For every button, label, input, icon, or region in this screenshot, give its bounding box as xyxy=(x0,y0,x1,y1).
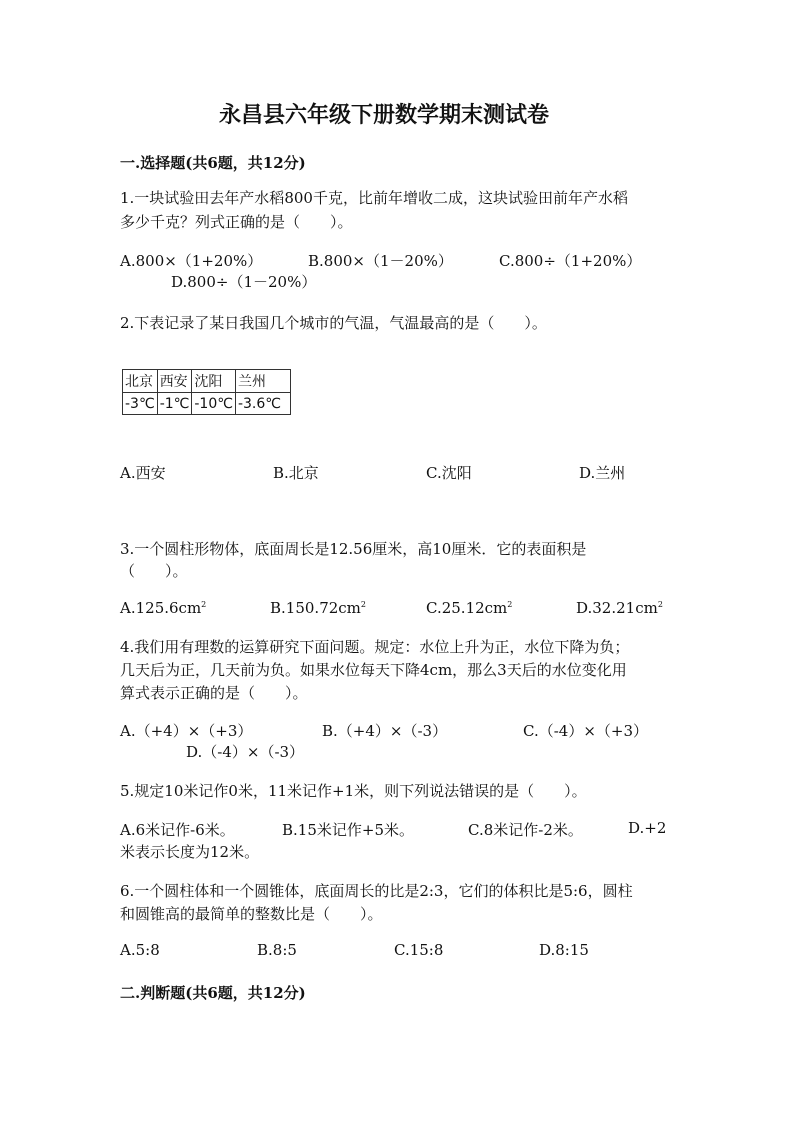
table-row xyxy=(123,370,291,393)
section-heading-choice: 一.选择题(共6题，共12分) xyxy=(120,154,306,172)
question-3-option-b: $B.150.72cm^2$ xyxy=(270,599,366,617)
table-row xyxy=(123,393,291,415)
question-4-line-1: 4.我们用有理数的运算研究下面问题。规定：水位上升为正，水位下降为负； xyxy=(120,638,630,656)
question-4-line-2: 几天后为正，几天前为负。如果水位每天下降4cm，那么3天后的水位变化用 xyxy=(120,661,627,679)
question-4-option-d: D.（-4）×（-3） xyxy=(186,743,305,761)
question-6-option-a: A.5:8 xyxy=(120,941,160,959)
question-3-line-1: 3.一个圆柱形物体，底面周长是12.56厘米，高10厘米．它的表面积是 xyxy=(120,540,587,558)
question-5-option-c: C.8米记作-2米。 xyxy=(468,821,583,839)
table-cell: 兰州 xyxy=(235,370,290,393)
temperature-table xyxy=(122,369,291,415)
question-5-option-b: B.15米记作+5米。 xyxy=(282,821,414,839)
question-1-option-a: A.800×（1+20%） xyxy=(120,252,263,270)
question-4-option-c: C.（-4）×（+3） xyxy=(523,722,649,740)
question-6-line-1: 6.一个圆柱体和一个圆锥体，底面周长的比是2:3，它们的体积比是5:6，圆柱 xyxy=(120,882,633,900)
table-cell: 西安 xyxy=(157,370,192,393)
question-5-option-d: D.+2 xyxy=(628,819,667,837)
table-cell: -3℃ xyxy=(123,393,158,415)
table-cell: 沈阳 xyxy=(192,370,236,393)
question-5-line-1: 5.规定10米记作0米，11米记作+1米，则下列说法错误的是（ ）。 xyxy=(120,782,587,800)
question-1-line-2: 多少千克？列式正确的是（ ）。 xyxy=(120,213,353,231)
question-5-option-a: A.6米记作-6米。 xyxy=(120,821,235,839)
table-cell: 北京 xyxy=(123,370,158,393)
question-4-line-3: 算式表示正确的是（ ）。 xyxy=(120,684,308,702)
question-1-line-1: 1.一块试验田去年产水稻800千克，比前年增收二成，这块试验田前年产水稻 xyxy=(120,189,628,207)
section-heading-judgment: 二.判断题(共6题，共12分) xyxy=(120,984,306,1002)
question-5-option-d-continued: 米表示长度为12米。 xyxy=(120,843,260,861)
page-title: 永昌县六年级下册数学期末测试卷 xyxy=(219,102,550,128)
question-2-option-c: C.沈阳 xyxy=(426,464,472,482)
question-2-line-1: 2.下表记录了某日我国几个城市的气温，气温最高的是（ ）。 xyxy=(120,314,547,332)
question-1-option-d: D.800÷（1－20%） xyxy=(171,273,317,291)
table-cell: -3.6℃ xyxy=(235,393,290,415)
table-cell: -10℃ xyxy=(192,393,236,415)
question-6-option-b: B.8:5 xyxy=(257,941,297,959)
question-2-option-a: A.西安 xyxy=(120,464,166,482)
question-3-option-d: $D.32.21cm^2$ xyxy=(576,599,663,617)
table-cell: -1℃ xyxy=(157,393,192,415)
question-2-option-b: B.北京 xyxy=(273,464,319,482)
question-1-option-c: C.800÷（1+20%） xyxy=(499,252,642,270)
question-6-option-c: C.15:8 xyxy=(394,941,444,959)
question-1-option-b: B.800×（1－20%） xyxy=(308,252,453,270)
question-3-option-a: $A.125.6cm^2$ xyxy=(120,599,207,617)
question-2-option-d: D.兰州 xyxy=(579,464,626,482)
question-4-option-a: A.（+4）×（+3） xyxy=(120,722,253,740)
question-6-option-d: D.8:15 xyxy=(539,941,589,959)
question-4-option-b: B.（+4）×（-3） xyxy=(322,722,448,740)
question-3-option-c: $C.25.12cm^2$ xyxy=(426,599,513,617)
question-3-line-2: （ ）。 xyxy=(120,562,188,580)
question-6-line-2: 和圆锥高的最简单的整数比是（ ）。 xyxy=(120,905,383,923)
